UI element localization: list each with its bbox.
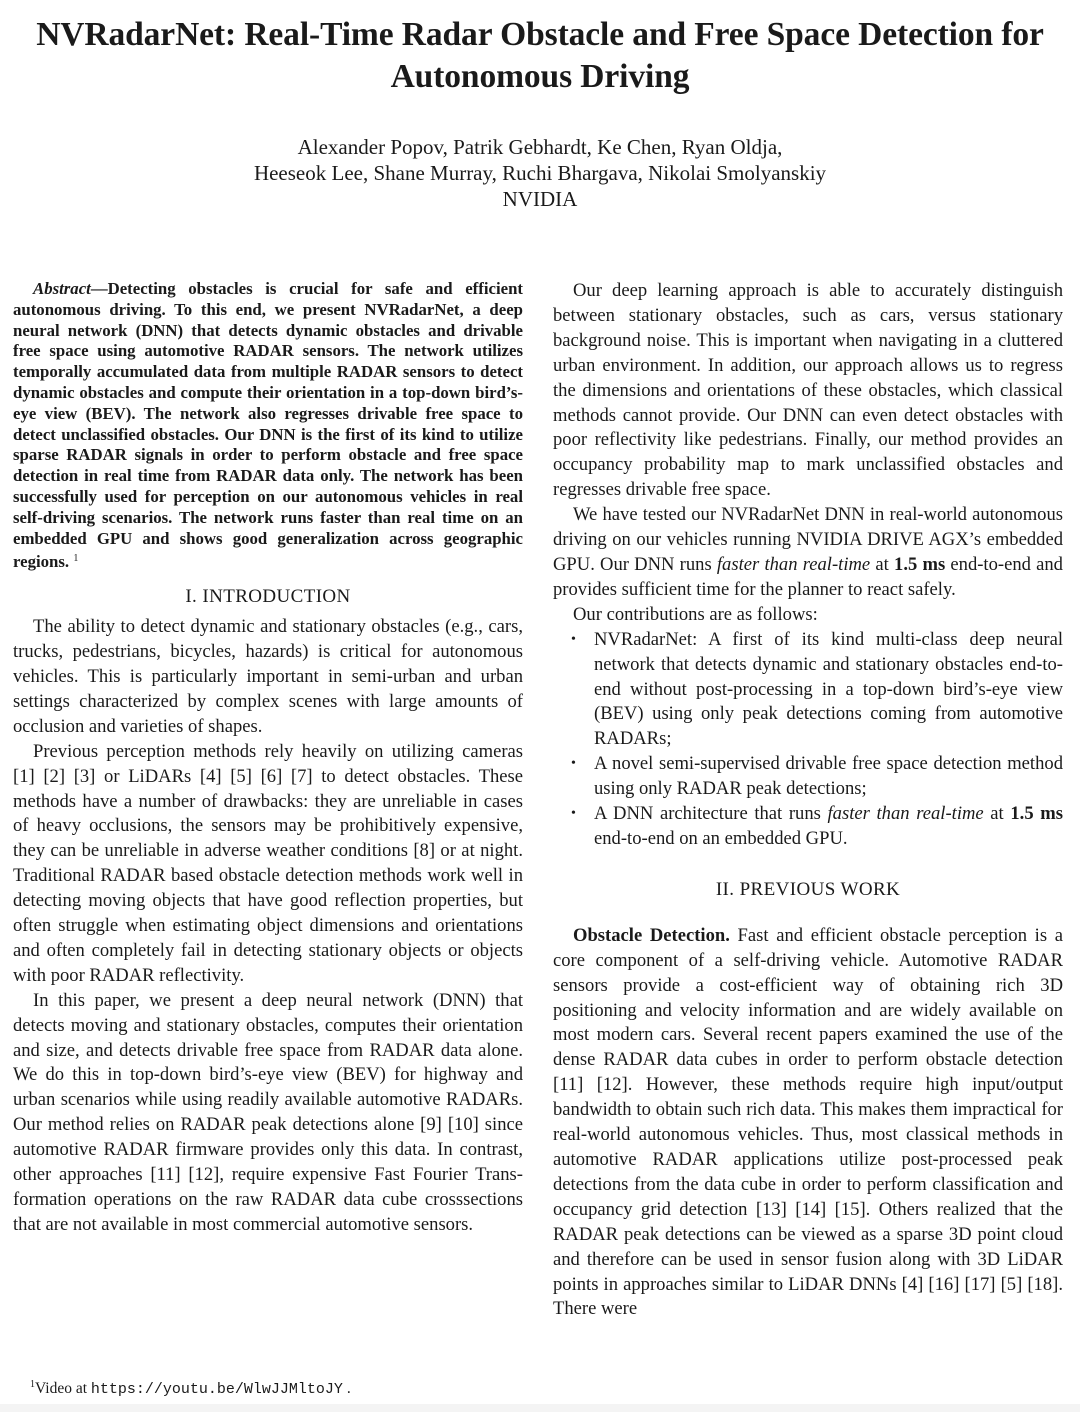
text-run: A DNN architecture that runs: [594, 803, 828, 825]
bold-text: 1.5 ms: [894, 553, 946, 575]
abstract-label: Abstract: [33, 279, 91, 298]
text-run: end-to-end and provides sufficient time for the planner to react safely.: [553, 553, 1063, 600]
list-item: [571, 752, 1063, 802]
intro-paragraph-1: The ability to detect dynamic and stationary obstacles (e.g., cars, trucks, pedestrians, bicycles, hazards) is critical for autonomous vehicles. This is particularly important in semi-urban and urban settings characterized by complex scenes with large amounts of occlusion and varieties of shapes.: [13, 616, 523, 737]
right-column: [553, 279, 1063, 1322]
bold-text: 1.5 ms: [1010, 803, 1063, 825]
abstract-footnote-mark: 1: [73, 553, 79, 565]
title-line-2: Autonomous Driving: [390, 58, 690, 95]
list-item: [571, 628, 1063, 753]
text-run: at: [870, 553, 895, 575]
footnote-end: .: [342, 1380, 351, 1397]
abstract-dash: —: [90, 279, 108, 298]
list-item: [571, 802, 1063, 852]
author-block: [0, 134, 1080, 212]
list-item-text: NVRadarNet: A first of its kind multi-class deep neural network that detects dynamic and stationary obstacles end-to-end without post-processing in a top-down bird’s-eye view (BEV) using only peak detections coming from automotive RADARs;: [594, 628, 1063, 750]
bullet-icon: •: [571, 806, 576, 822]
text-run: at: [983, 803, 1011, 825]
authors-line-2: Heeseok Lee, Shane Murray, Ruchi Bhargava, Nikolai Smolyanskiy: [253, 161, 827, 185]
abstract: [13, 279, 523, 573]
paper-title: [0, 14, 1080, 98]
left-column: [13, 279, 523, 1238]
intro-paragraph-5: [553, 503, 1063, 603]
section-heading-introduction: I. INTRODUCTION: [185, 586, 351, 608]
text-run: end-to-end on an embedded GPU.: [594, 827, 848, 849]
emphasis-text: faster than real-time: [827, 803, 984, 825]
list-item-text: A novel semi-supervised drivable free space detection method using only RADAR peak detections;: [594, 753, 1063, 800]
section-heading-previous-work: II. PREVIOUS WORK: [715, 878, 901, 900]
text-run: We have tested our NVRadarNet DNN in real-world autonomous driving on our vehicles running NVIDIA DRIVE AGX’s embedded GPU. Our DNN runs: [553, 504, 1063, 575]
contributions-intro: Our contributions are as follows:: [573, 603, 818, 625]
emphasis-text: faster than real-time: [716, 553, 871, 575]
footnote-mark: 1: [30, 1379, 35, 1390]
contributions-list: [553, 628, 1063, 852]
intro-paragraph-4: Our deep learning approach is able to accurately distinguish between stationary obstacles, such as cars, versus stationary background noise. This is important when navigating in a cluttered urban environment. In addition, our approach allows us to regress the dimensions and orientations of these obstacles, which classical methods cannot provide. Our DNN can even detect obstacles with poor reflectivity like pedestrians. Finally, our method provides an occupancy probability map to mark unclassified obstacles and regresses drivable free space.: [553, 280, 1063, 501]
bullet-icon: •: [571, 631, 576, 647]
paragraph-lead: Obstacle Detection.: [573, 924, 730, 946]
abstract-text: Detecting obstacles is crucial for safe and efficient autonomous driving. To this end, we present NVRadarNet, a deep neural network (DNN) that detects dynamic obstacles and drivable free space using automotive RADAR sensors. The network utilizes temporally accumulated data from multiple RADAR sensors to detect dynamic obstacles and compute their orientation in a top-down bird’s-eye view (BEV). The network also regresses drivable free space to detect unclassified obstacles. Our DNN is the first of its kind to utilize sparse RADAR signals in order to perform obstacle and free space detection in real time from RADAR data only. The network has been successfully used for perception on our autonomous vehicles in real self-driving scenarios. The network runs faster than real time on an embedded GPU and shows good generalization across geographic regions.: [13, 279, 523, 572]
footnote: [30, 1375, 351, 1400]
previous-work-paragraph: [553, 924, 1063, 1323]
intro-paragraph-3: In this paper, we present a deep neural network (DNN) that detects moving and stationary obstacles, computes their orientation and size, and detects drivable free space from RADAR data alone. We do this in top-down bird’s-eye view (BEV) for highway and urban scenarios while using readily available automotive RADARs. Our method relies on RADAR peak detections alone [9] [10] since automotive RADAR firmware provides only this data. In contrast, other approaches [11] [12], require expensive Fast Fourier Transformation operations on the raw RADAR data cube crosssections that are not available in most commercial automotive sensors.: [13, 989, 523, 1235]
intro-paragraph-2: Previous perception methods rely heavily on utilizing cameras [1] [2] [3] or LiDARs [4] [5] [6] [7] to detect obstacles. These methods have a number of drawbacks: they are unreliable in cases of heavy occlusions, the sensors may be prohibitively expensive, they can be unreliable in adverse weather conditions [8] or at night. Traditional RADAR based obstacle detection methods work well in detecting moving objects that have good reflection properties, but often struggle when estimating object dimensions and orientations and often completely fail in detecting stationary objects or objects with poor RADAR reflectivity.: [13, 740, 523, 986]
title-line-1: NVRadarNet: Real-Time Radar Obstacle and Free Space Detection for: [36, 16, 1044, 53]
authors-line-1: Alexander Popov, Patrik Gebhardt, Ke Chen, Ryan Oldja,: [297, 135, 783, 159]
footnote-text: Video at: [35, 1380, 91, 1397]
text-run: Fast and efficient obstacle perception is a core component of a self-driving vehicle. Automotive RADAR sensors provide a cost-efficient way of obtaining rich 3D positioning and velocity information and are widely available on most modern cars. Several recent papers examined the use of the dense RADAR data cubes in order to perform obstacle detection [11] [12]. However, these methods require high input/output bandwidth to obtain such rich data. This makes them impractical for real-world autonomous vehicles. Thus, most classical methods in automotive RADAR applications utilize post-processed peak detections from the data cube in order to perform classification and occupancy grid detection [13] [14] [15]. Others realized that the RADAR peak detections can be viewed as a sparse 3D point cloud and therefore can be used in sensor fusion along with 3D LiDAR points in approaches similar to LiDAR DNNs [4] [16] [17] [5] [18]. There were: [553, 924, 1063, 1320]
video-link[interactable]: https://youtu.be/WlwJJMltoJY: [90, 1381, 343, 1398]
page-bottom-edge: [0, 1404, 1080, 1412]
bullet-icon: •: [571, 756, 576, 772]
affiliation: NVIDIA: [502, 187, 578, 211]
